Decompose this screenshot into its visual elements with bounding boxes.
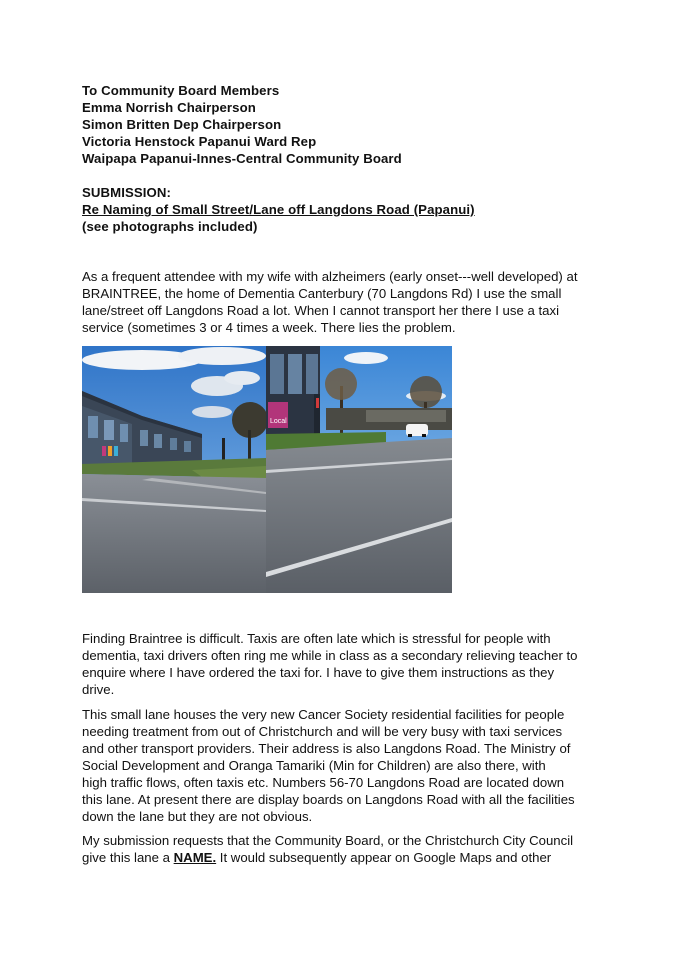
intro-paragraph xyxy=(82,268,602,336)
photo-langdons-road-lane xyxy=(266,346,452,593)
lane-line: This small lane houses the very new Cancer Society residential facilities for people xyxy=(82,707,565,722)
request-text-post: It would subsequently appear on Google Maps and other xyxy=(216,850,552,865)
submission-heading: SUBMISSION: xyxy=(82,185,172,200)
finding-line: dementia, taxi drivers often ring me while in class as a secondary relieving teacher to xyxy=(82,648,578,663)
request-line: My submission requests that the Community Board, or the Christchurch City Council xyxy=(82,833,574,848)
finding-line: enquire where I have ordered the taxi for. I have to give them instructions as they xyxy=(82,665,555,680)
intro-line: BRAINTREE, the home of Dementia Canterbury (70 Langdons Rd) I use the small xyxy=(82,286,562,301)
finding-line: drive. xyxy=(82,682,115,697)
request-text-pre: give this lane a xyxy=(82,850,174,865)
lane-line: down the lane but they are not obvious. xyxy=(82,809,313,824)
submission-photo-note: (see photographs included) xyxy=(82,219,258,234)
finding-line: Finding Braintree is difficult. Taxis are often late which is stressful for people with xyxy=(82,631,551,646)
recipient-chairperson: Emma Norrish Chairperson xyxy=(82,100,256,115)
lane-line: this lane. At present there are display boards on Langdons Road with all the facilities xyxy=(82,792,575,807)
right-photo-sign-text: Local xyxy=(270,418,287,425)
request-line-2 xyxy=(82,849,602,866)
lane-facilities-paragraph xyxy=(82,706,602,825)
intro-line: service (sometimes 3 or 4 times a week. There lies the problem. xyxy=(82,320,456,335)
finding-braintree-paragraph xyxy=(82,630,602,698)
recipient-ward-rep: Victoria Henstock Papanui Ward Rep xyxy=(82,134,317,149)
submission-subject: Re Naming of Small Street/Lane off Langdons Road (Papanui) xyxy=(82,202,475,217)
lane-line: needing treatment from out of Christchurch and will be very busy with taxi services xyxy=(82,724,563,739)
request-name-emphasis: NAME. xyxy=(173,850,217,865)
photo-braintree-building xyxy=(82,346,266,593)
recipient-dep-chairperson: Simon Britten Dep Chairperson xyxy=(82,117,282,132)
request-paragraph xyxy=(82,832,602,866)
lane-line: Social Development and Oranga Tamariki (Min for Children) are also there, with xyxy=(82,758,546,773)
recipients-heading: To Community Board Members xyxy=(82,83,280,98)
lane-line: and other transport providers. Their address is also Langdons Road. The Ministry of xyxy=(82,741,571,756)
lane-line: high traffic flows, often taxis etc. Numbers 56-70 Langdons Road are located down xyxy=(82,775,565,790)
intro-line: As a frequent attendee with my wife with alzheimers (early onset---well developed) at xyxy=(82,269,578,284)
recipient-board-name: Waipapa Papanui-Innes-Central Community Board xyxy=(82,151,402,166)
intro-line: lane/street off Langdons Road a lot. When I cannot transport her there I use a taxi xyxy=(82,303,559,318)
